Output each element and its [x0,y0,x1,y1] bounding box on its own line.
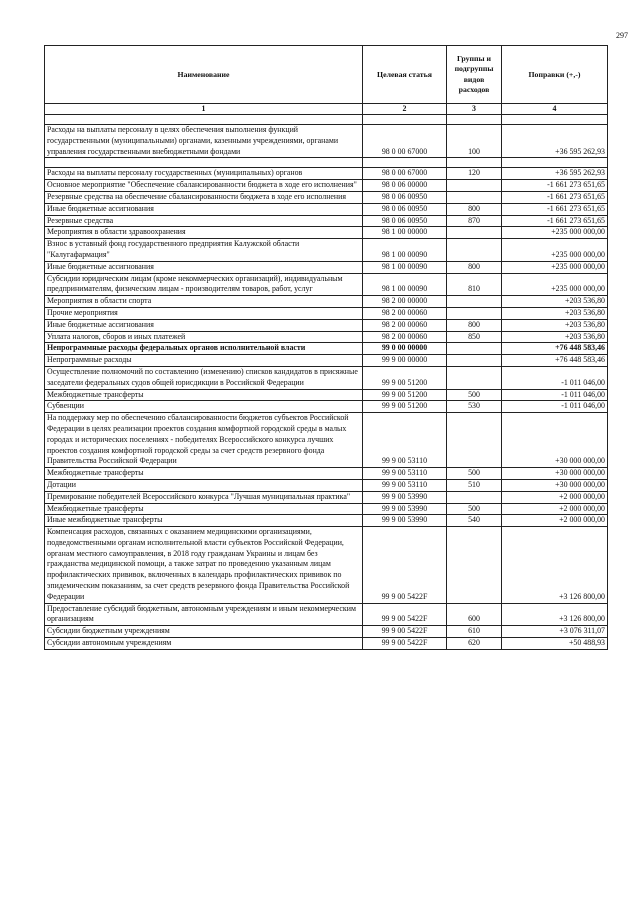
row-amount: +235 000 000,00 [502,261,608,273]
row-target-article: 99 9 00 5422F [363,638,447,650]
table-row [45,515,608,527]
page-number: 297 [616,31,628,40]
row-target-article: 98 1 00 00090 [363,273,447,296]
row-name: Субвенции [45,401,363,413]
row-expense-group [447,413,502,468]
header-expense-group: Группы и подгруппы видов расходов [447,46,502,104]
table-row [45,491,608,503]
budget-amendments-table [44,45,608,650]
row-expense-group: 810 [447,273,502,296]
row-amount: +2 000 000,00 [502,503,608,515]
row-name: Иные межбюджетные трансферты [45,515,363,527]
column-number: 4 [502,104,608,115]
row-target-article: 99 9 00 53990 [363,491,447,503]
row-expense-group: 600 [447,603,502,626]
row-amount: +3 126 800,00 [502,603,608,626]
table-row [45,626,608,638]
row-expense-group: 850 [447,331,502,343]
row-target-article: 99 9 00 51200 [363,401,447,413]
table-row [45,603,608,626]
row-amount: -1 661 273 651,65 [502,191,608,203]
row-amount: -1 661 273 651,65 [502,215,608,227]
row-name: На поддержку мер по обеспечению сбалансированности бюджетов субъектов Российской Федерации в целях реализации проектов создания комфортной городской среды в малых городах и исторических поселениях - победителях Всероссийского конкурса лучших проектов создания комфортной городской среды за счет средств резервного фонда Правительства Российской Федерации [45,413,363,468]
row-expense-group: 500 [447,468,502,480]
row-target-article: 98 0 00 67000 [363,168,447,180]
row-name: Мероприятия в области спорта [45,296,363,308]
row-name: Взнос в уставный фонд государственного предприятия Калужской области "Калугафармация" [45,239,363,262]
table-row [45,343,608,355]
row-name: Субсидии юридическим лицам (кроме некоммерческих организаций), индивидуальным предпринимателям, физическим лицам - производителям товаров, работ, услуг [45,273,363,296]
row-name: Иные бюджетные ассигнования [45,261,363,273]
row-amount: -1 661 273 651,65 [502,180,608,192]
row-name: Резервные средства [45,215,363,227]
table-row [45,503,608,515]
row-amount: -1 011 046,00 [502,389,608,401]
row-amount: +235 000 000,00 [502,227,608,239]
row-amount: +36 595 262,93 [502,125,608,158]
row-name: Прочие мероприятия [45,307,363,319]
table-row [45,331,608,343]
row-expense-group: 100 [447,125,502,158]
row-name: Межбюджетные трансферты [45,468,363,480]
row-name: Межбюджетные трансферты [45,503,363,515]
row-expense-group: 500 [447,389,502,401]
table-row [45,479,608,491]
row-amount: +3 126 800,00 [502,527,608,604]
row-amount: +30 000 000,00 [502,479,608,491]
row-expense-group: 540 [447,515,502,527]
row-name: Премирование победителей Всероссийского конкурса "Лучшая муниципальная практика" [45,491,363,503]
row-target-article: 99 9 00 51200 [363,366,447,389]
row-amount: +50 488,93 [502,638,608,650]
row-expense-group [447,307,502,319]
row-target-article: 99 9 00 00000 [363,355,447,367]
row-name: Непрограммные расходы [45,355,363,367]
row-amount: +36 595 262,93 [502,168,608,180]
row-expense-group [447,527,502,604]
table-row [45,215,608,227]
row-name: Осуществление полномочий по составлению (изменению) списков кандидатов в присяжные заседатели федеральных судов общей юрисдикции в Российской Федерации [45,366,363,389]
row-amount: -1 011 046,00 [502,366,608,389]
row-target-article: 99 9 00 51200 [363,389,447,401]
row-target-article: 98 0 06 00000 [363,180,447,192]
row-name: Основное мероприятие "Обеспечение сбалансированности бюджета в ходе его исполнения" [45,180,363,192]
row-target-article: 98 2 00 00060 [363,331,447,343]
table-row [45,203,608,215]
row-amount: +2 000 000,00 [502,515,608,527]
row-name: Непрограммные расходы федеральных органов исполнительной власти [45,343,363,355]
header-target-article: Целевая статья [363,46,447,104]
table-row [45,319,608,331]
row-name: Дотации [45,479,363,491]
table-row [45,191,608,203]
row-amount: +76 448 583,46 [502,355,608,367]
spacer-row [45,115,608,125]
row-target-article: 99 9 00 5422F [363,626,447,638]
table-row [45,527,608,604]
row-target-article: 98 0 06 00950 [363,215,447,227]
row-amount: +30 000 000,00 [502,413,608,468]
row-expense-group: 120 [447,168,502,180]
row-amount: -1 661 273 651,65 [502,203,608,215]
table-row [45,261,608,273]
column-number: 3 [447,104,502,115]
row-amount: +235 000 000,00 [502,239,608,262]
row-name: Межбюджетные трансферты [45,389,363,401]
row-expense-group [447,180,502,192]
row-target-article: 99 9 00 5422F [363,603,447,626]
table-row [45,307,608,319]
row-expense-group: 510 [447,479,502,491]
table-row [45,401,608,413]
row-expense-group [447,343,502,355]
row-target-article: 98 2 00 00060 [363,319,447,331]
row-expense-group: 870 [447,215,502,227]
row-expense-group [447,227,502,239]
row-target-article: 98 1 00 00000 [363,227,447,239]
table-row [45,413,608,468]
row-expense-group: 800 [447,319,502,331]
row-expense-group: 610 [447,626,502,638]
row-target-article: 99 0 00 00000 [363,343,447,355]
row-name: Субсидии бюджетным учреждениям [45,626,363,638]
table-row [45,366,608,389]
row-name: Расходы на выплаты персоналу в целях обеспечения выполнения функций государственными (муниципальными) органами, казенными учреждениями, органами управления государственными внебюджетными фондами [45,125,363,158]
row-name: Резервные средства на обеспечение сбалансированности бюджета в ходе его исполнения [45,191,363,203]
row-target-article: 98 1 00 00090 [363,261,447,273]
header-name: Наименование [45,46,363,104]
row-target-article: 98 0 06 00950 [363,203,447,215]
column-number-row [45,104,608,115]
table-row [45,168,608,180]
row-amount: -1 011 046,00 [502,401,608,413]
row-expense-group: 800 [447,261,502,273]
table-row [45,296,608,308]
row-target-article: 99 9 00 53110 [363,413,447,468]
table-row [45,468,608,480]
row-target-article: 98 2 00 00000 [363,296,447,308]
table-row [45,355,608,367]
row-expense-group [447,239,502,262]
row-target-article: 99 9 00 53990 [363,503,447,515]
column-number: 1 [45,104,363,115]
header-amendments: Поправки (+,-) [502,46,608,104]
row-target-article: 99 9 00 53110 [363,479,447,491]
row-name: Компенсация расходов, связанных с оказанием медицинскими организациями, подведомственными органам исполнительной власти субъектов Российской Федерации, органам местного самоуправления, в 2018 году гражданам Украины и лицам без гражданства медицинской помощи, а также затрат по проведению указанным лицам профилактических прививок, включенных в календарь профилактических прививок по эпидемическим показаниям, за счет средств резервного фонда Правительства Российской Федерации [45,527,363,604]
row-name: Уплата налогов, сборов и иных платежей [45,331,363,343]
row-expense-group [447,296,502,308]
row-target-article: 98 1 00 00090 [363,239,447,262]
row-expense-group: 800 [447,203,502,215]
table-row [45,180,608,192]
row-name: Расходы на выплаты персоналу государственных (муниципальных) органов [45,168,363,180]
table-row [45,227,608,239]
row-expense-group [447,355,502,367]
column-number: 2 [363,104,447,115]
table-row [45,239,608,262]
row-expense-group [447,191,502,203]
row-name: Иные бюджетные ассигнования [45,319,363,331]
row-amount: +235 000 000,00 [502,273,608,296]
row-expense-group [447,491,502,503]
row-name: Субсидии автономным учреждениям [45,638,363,650]
row-name: Иные бюджетные ассигнования [45,203,363,215]
row-amount: +203 536,80 [502,331,608,343]
row-amount: +203 536,80 [502,307,608,319]
row-amount: +203 536,80 [502,319,608,331]
table-row [45,389,608,401]
row-target-article: 98 0 06 00950 [363,191,447,203]
row-expense-group: 530 [447,401,502,413]
row-target-article: 98 0 00 67000 [363,125,447,158]
row-target-article: 99 9 00 53110 [363,468,447,480]
row-amount: +3 076 311,07 [502,626,608,638]
table-row [45,273,608,296]
row-target-article: 99 9 00 53990 [363,515,447,527]
row-name: Мероприятия в области здравоохранения [45,227,363,239]
row-amount: +30 000 000,00 [502,468,608,480]
spacer-row [45,158,608,168]
row-target-article: 98 2 00 00060 [363,307,447,319]
row-target-article: 99 9 00 5422F [363,527,447,604]
row-name: Предоставление субсидий бюджетным, автономным учреждениям и иным некоммерческим организациям [45,603,363,626]
table-header-row [45,46,608,104]
table-row [45,125,608,158]
row-expense-group: 620 [447,638,502,650]
row-expense-group [447,366,502,389]
table-row [45,638,608,650]
row-amount: +2 000 000,00 [502,491,608,503]
row-expense-group: 500 [447,503,502,515]
row-amount: +76 448 583,46 [502,343,608,355]
row-amount: +203 536,80 [502,296,608,308]
